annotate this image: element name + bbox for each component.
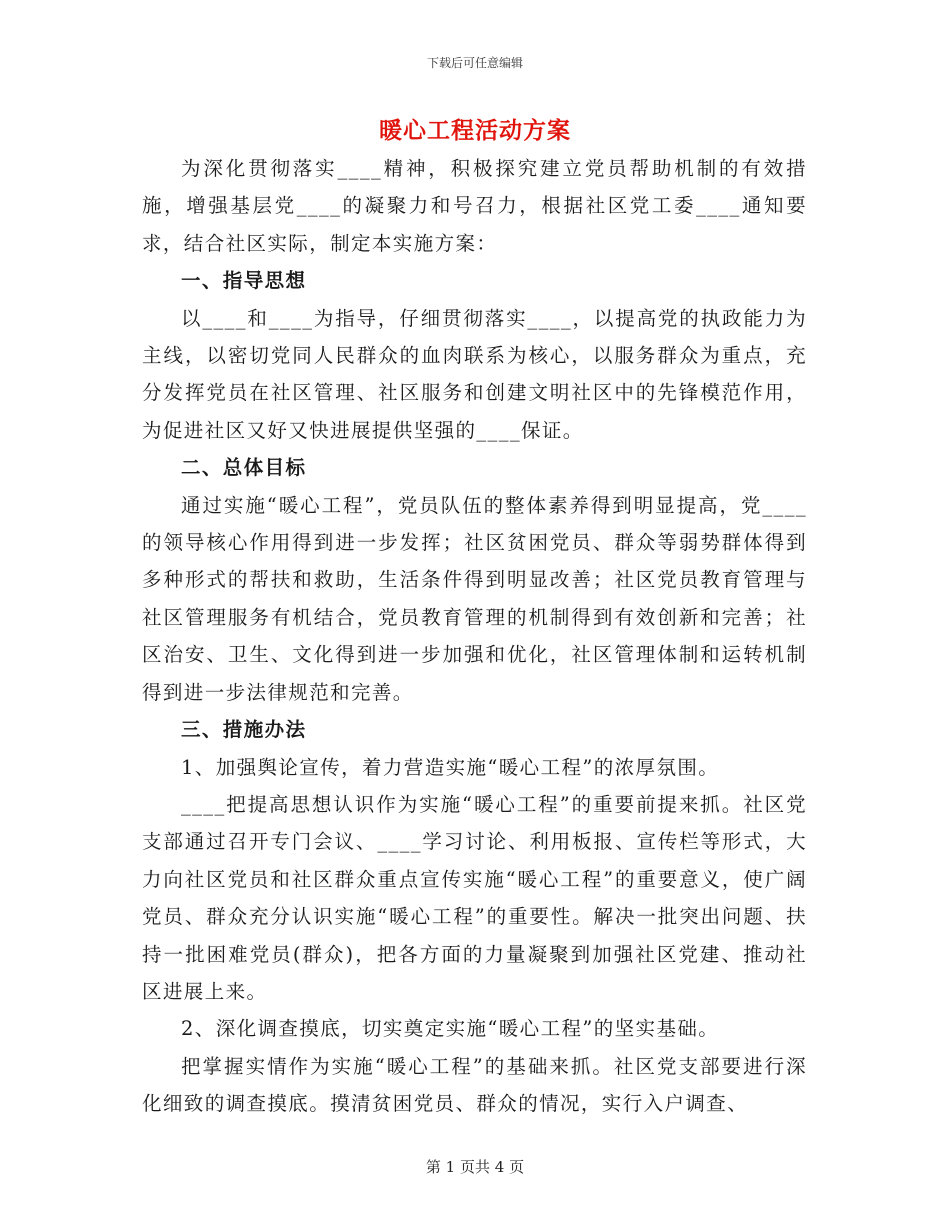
document-title: 暖心工程活动方案: [379, 117, 571, 144]
measure-item-1-heading: 1、加强舆论宣传，着力营造实施“暖心工程”的浓厚氛围。: [181, 755, 720, 779]
overall-goals-paragraph: 通过实施“暖心工程”，党员队伍的整体素养得到明显提高，党____的领导核心作用得到进一步发挥；社区贫困党员、群众等弱势群体得到多种形式的帮扶和救助，生活条件得到明显改善；社区党员教育管理与社区管理服务有机结合，党员教育管理的机制得到有效创新和完善；社区治安、卫生、文化得到进一步加强和优化，社区管理体制和运转机制得到进一步法律规范和完善。: [142, 493, 807, 704]
intro-paragraph: 为深化贯彻落实____精神，积极探究建立党员帮助机制的有效措施，增强基层党____的凝聚力和号召力，根据社区党工委____通知要求，结合社区实际，制定本实施方案：: [142, 157, 807, 255]
guiding-ideology-paragraph: 以____和____为指导，仔细贯彻落实____，以提高党的执政能力为主线，以密切党同人民群众的血肉联系为核心，以服务群众为重点，充分发挥党员在社区管理、社区服务和创建文明社区中的先锋模范作用，为促进社区又好又快进展提供坚强的____保证。: [142, 306, 807, 442]
section-heading-measures: 三、措施办法: [181, 718, 307, 742]
measure-item-2-heading: 2、深化调查摸底，切实奠定实施“暖心工程”的坚实基础。: [181, 1017, 720, 1041]
document-body: [142, 150, 807, 1123]
measure-item-1-paragraph: ____把提高思想认识作为实施“暖心工程”的重要前提来抓。社区党支部通过召开专门会议、____学习讨论、利用板报、宣传栏等形式，大力向社区党员和社区群众重点宣传实施“暖心工程”的重要意义，使广阔党员、群众充分认识实施“暖心工程”的重要性。解决一批突出问题、扶持一批困难党员(群众)，把各方面的力量凝聚到加强社区党建、推动社区进展上来。: [142, 792, 807, 1003]
section-heading-guiding-ideology: 一、指导思想: [181, 269, 307, 293]
header-note: 下载后可任意编辑: [426, 56, 523, 70]
page-footer: 第 1 页共 4 页: [425, 1158, 525, 1176]
measure-item-2-paragraph: 把掌握实情作为实施“暖心工程”的基础来抓。社区党支部要进行深化细致的调查摸底。摸清贫困党员、群众的情况，实行入户调查、: [142, 1054, 807, 1116]
section-heading-overall-goals: 二、总体目标: [181, 456, 307, 480]
